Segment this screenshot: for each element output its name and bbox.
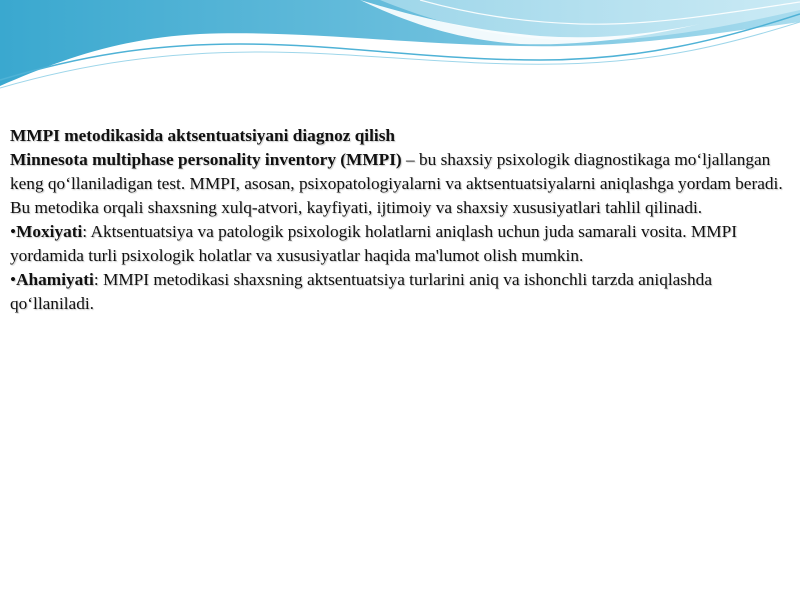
- bullet-term: Moxiyati: [16, 222, 83, 241]
- intro-paragraph: [10, 148, 790, 220]
- slide-title: MMPI metodikasida aktsentuatsiyani diagnoz qilish: [10, 126, 396, 145]
- slide-content: [10, 124, 790, 316]
- bullet-term: Ahamiyati: [16, 270, 94, 289]
- bullet-text: : Aktsentuatsiya va patologik psixologik holatlarni aniqlash uchun juda samarali vosita. MMPI yordamida turli psixologik holatlar va xususiyatlar haqida ma'lumot olish mumkin.: [10, 222, 737, 265]
- header-wave-decoration: [0, 0, 800, 100]
- bullet-item-ahamiyati: [10, 268, 790, 316]
- bullet-marker: •: [10, 270, 17, 289]
- intro-text: – bu shaxsiy psixologik diagnostikaga mo‘ljallangan keng qo‘llaniladigan test. MMPI, asosan, psixopatologiyalarni va aktsentuatsiyalarni aniqlashga yordam beradi. Bu metodika orqali shaxsning xulq-atvori, kayfiyati, ijtimoiy va shaxsiy xususiyatlari tahlil qilinadi.: [10, 150, 783, 217]
- bullet-item-moxiyati: [10, 220, 790, 268]
- bullet-text: : MMPI metodikasi shaxsning aktsentuatsiya turlarini aniq va ishonchli tarzda aniqlashda qo‘llaniladi.: [10, 270, 712, 313]
- intro-term: Minnesota multiphase personality inventory (MMPI): [10, 150, 402, 169]
- bullet-marker: •: [10, 222, 17, 241]
